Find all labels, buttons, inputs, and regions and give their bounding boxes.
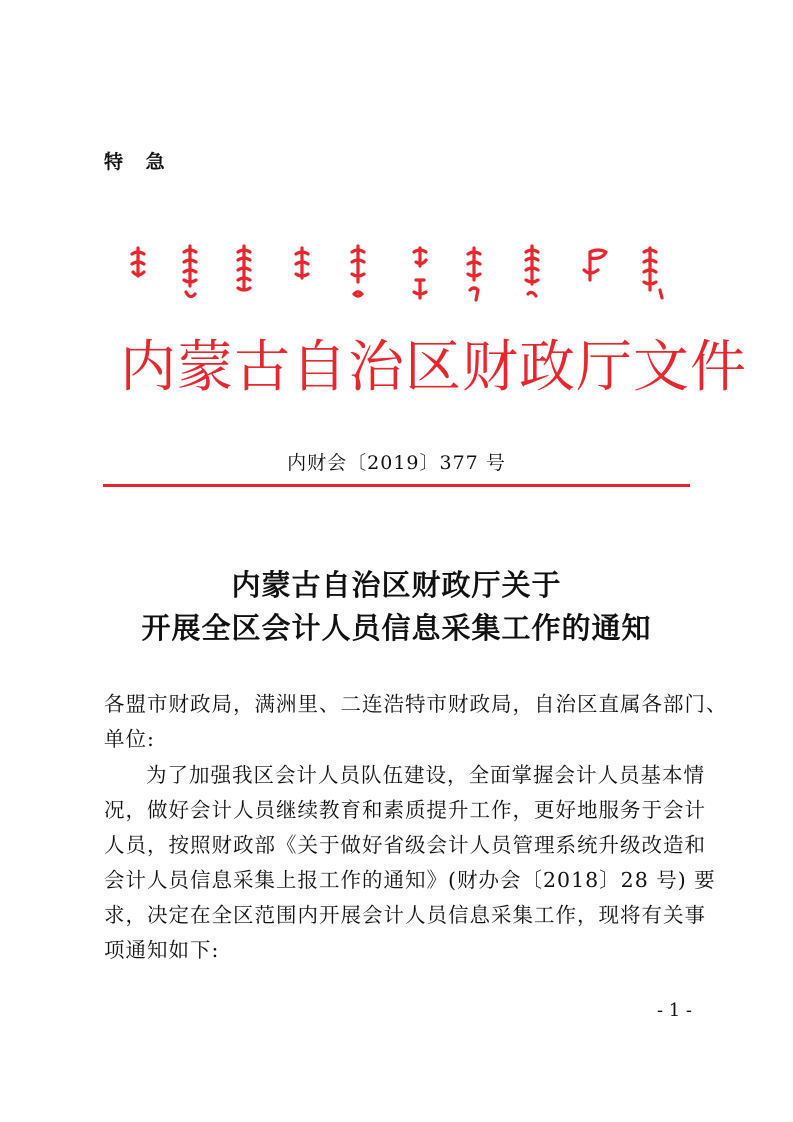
body-paragraph bbox=[104, 758, 716, 968]
paragraph-line: 人员，按照财政部《关于做好省级会计人员管理系统升级改造和 bbox=[104, 833, 706, 857]
paragraph-line: 况，做好会计人员继续教育和素质提升工作，更好地服务于会计 bbox=[104, 798, 706, 822]
page-number: - 1 - bbox=[656, 1000, 692, 1021]
urgency-mark: 特 急 bbox=[104, 151, 173, 173]
addressee-line: 单位: bbox=[104, 727, 155, 751]
mongolian-script-graphic bbox=[120, 240, 680, 310]
addressee-line: 各盟市财政局，满洲里、二连浩特市财政局，自治区直属各部门、 bbox=[104, 692, 728, 716]
mongolian-script-title bbox=[120, 240, 680, 310]
paragraph-line: 为了加强我区会计人员队伍建设，全面掌握会计人员基本情 bbox=[146, 763, 705, 787]
notice-title-line-2: 开展全区会计人员信息采集工作的通知 bbox=[141, 611, 652, 645]
red-divider-line bbox=[103, 484, 690, 487]
addressee-block bbox=[104, 687, 728, 757]
paragraph-line: 求，决定在全区范围内开展会计人员信息采集工作，现将有关事 bbox=[104, 903, 706, 927]
issuer-title: 内蒙古自治区财政厅文件 bbox=[120, 335, 747, 400]
paragraph-line: 项通知如下: bbox=[104, 938, 220, 962]
notice-title-line-1: 内蒙古自治区财政厅关于 bbox=[231, 568, 562, 602]
document-number: 内财会〔2019〕377 号 bbox=[287, 452, 506, 474]
paragraph-line: 会计人员信息采集上报工作的通知》(财办会〔2018〕28 号) 要 bbox=[104, 868, 716, 892]
